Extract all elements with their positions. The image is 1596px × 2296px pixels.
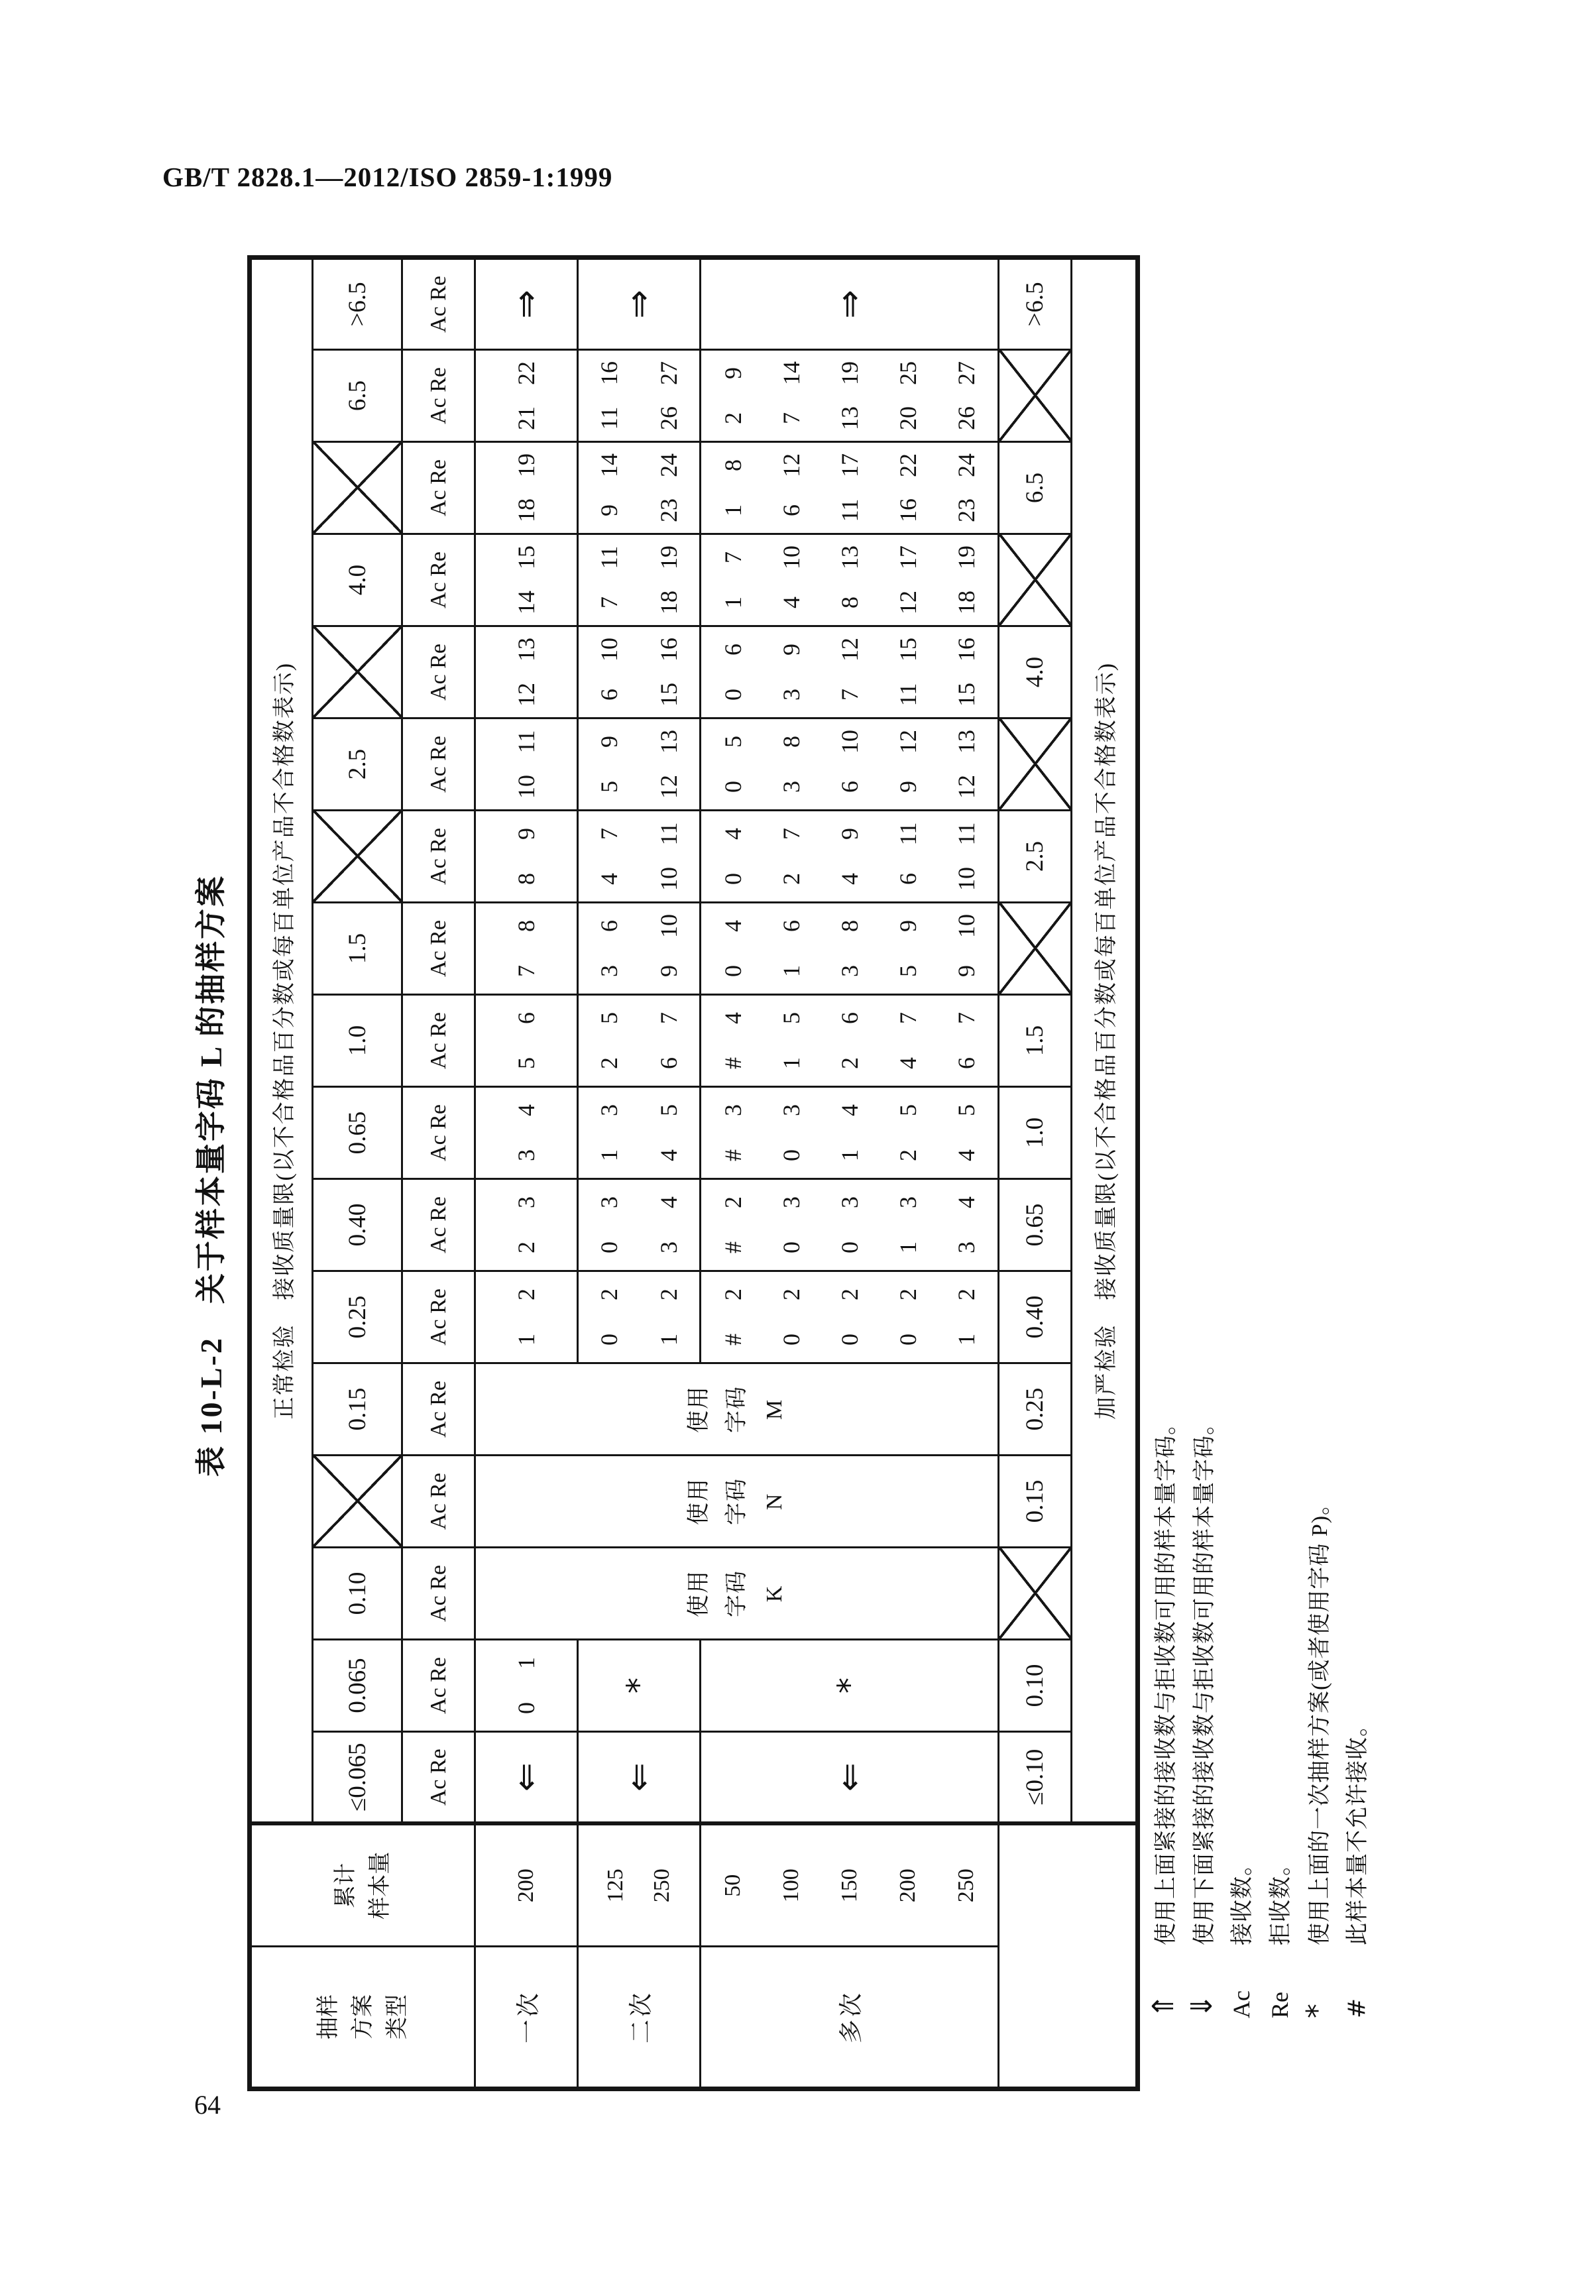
- aql-header-cell: 6.5: [313, 350, 402, 442]
- data-cell: 4 7 10 11: [578, 811, 701, 903]
- acre-cell: Ac Re: [402, 442, 475, 534]
- aql-tightened-cell: 1.0: [999, 1087, 1072, 1179]
- acre-row: [402, 257, 475, 2089]
- data-cell: 2 9 7 14 13 19 20 25 26 27: [701, 350, 999, 442]
- asterisk-cell: *: [701, 1640, 999, 1732]
- data-cell: # 2 0 2 0 2 0 2 1 2: [701, 1271, 999, 1363]
- arrow-down-icon: ⇓: [1185, 1994, 1219, 2018]
- cum-size-cell: 125 250: [578, 1824, 701, 1947]
- row-multiple: [701, 257, 999, 2089]
- data-cell: 0 4 1 6 3 8 5 9 9 10: [701, 903, 999, 995]
- acre-cell: Ac Re: [402, 1087, 475, 1179]
- data-cell: 7 8: [475, 903, 578, 995]
- data-cell: 5 9 12 13: [578, 718, 701, 811]
- arrow-cell: ⇒: [701, 257, 999, 349]
- acre-cell: Ac Re: [402, 718, 475, 811]
- crossed-cell: [313, 1456, 402, 1548]
- aql-header-cell: 0.40: [313, 1179, 402, 1271]
- crossed-cell: [313, 811, 402, 903]
- acre-cell: Ac Re: [402, 534, 475, 626]
- crossed-cell: [999, 903, 1072, 995]
- data-cell: 11 16 26 27: [578, 350, 701, 442]
- header-banner-row: [250, 257, 313, 2089]
- footnote-text: 使用下面紧接的接收数与拒收数可用的样本量字码。: [1192, 1412, 1217, 1945]
- re-symbol: Re: [1267, 1992, 1293, 2018]
- aql-header-cell: 0.065: [313, 1640, 402, 1732]
- aql-header-cell: 0.25: [313, 1271, 402, 1363]
- acre-cell: Ac Re: [402, 1548, 475, 1640]
- aql-header-cell: 0.10: [313, 1548, 402, 1640]
- data-cell: 2 5 6 7: [578, 995, 701, 1087]
- plan-type-header-line: 类型: [384, 1994, 410, 2039]
- aql-tightened-cell: 0.15: [999, 1456, 1072, 1548]
- data-cell: 3 4: [475, 1087, 578, 1179]
- aql-tightened-cell: 0.40: [999, 1271, 1072, 1363]
- aql-tightened-row: [999, 257, 1072, 2089]
- footnote-text: 拒收数。: [1269, 1853, 1293, 1945]
- plan-type-cell: 二次: [578, 1947, 701, 2089]
- crossed-cell: [313, 626, 402, 718]
- arrow-cell: ⇐: [701, 1732, 999, 1824]
- footnote-legend: [1147, 1412, 1377, 2018]
- corner-cell: [999, 1824, 1138, 2089]
- footer-banner-row: [1072, 257, 1138, 2089]
- footnote-text: 接收数。: [1230, 1853, 1255, 1945]
- page-number: 64: [194, 2090, 221, 2120]
- data-cell: 3 6 9 10: [578, 903, 701, 995]
- plan-type-header-line: 抽样: [315, 1994, 341, 2039]
- footnote-line: [1147, 1412, 1185, 2018]
- data-cell: 0 3 3 4: [578, 1179, 701, 1271]
- data-cell: 0 1: [475, 1640, 578, 1732]
- crossed-cell: [999, 1548, 1072, 1640]
- banner-normal: 正常检验 接收质量限(以不合格品百分数或每百单位产品不合格数表示): [250, 257, 313, 1823]
- data-cell: # 3 0 3 1 4 2 5 4 5: [701, 1087, 999, 1179]
- aql-tightened-cell: 0.10: [999, 1640, 1072, 1732]
- data-cell: # 4 1 5 2 6 4 7 6 7: [701, 995, 999, 1087]
- data-cell: 5 6: [475, 995, 578, 1087]
- banner-tightened: 加严检验 接收质量限(以不合格品百分数或每百单位产品不合格数表示): [1072, 257, 1138, 1823]
- acre-cell: Ac Re: [402, 1640, 475, 1732]
- data-cell: 9 14 23 24: [578, 442, 701, 534]
- aql-tightened-cell: 4.0: [999, 626, 1072, 718]
- data-cell: 0 6 3 9 7 12 11 15 15 16: [701, 626, 999, 718]
- acre-cell: Ac Re: [402, 1271, 475, 1363]
- crossed-cell: [313, 442, 402, 534]
- data-cell: 1 7 4 10 8 13 12 17 18 19: [701, 534, 999, 626]
- data-cell: 8 9: [475, 811, 578, 903]
- footnote-text: 使用上面的一次抽样方案(或者使用字码 P)。: [1308, 1491, 1332, 1945]
- acre-cell: Ac Re: [402, 811, 475, 903]
- aql-tightened-cell: >6.5: [999, 257, 1072, 349]
- acre-cell: Ac Re: [402, 1456, 475, 1548]
- data-cell: 10 11: [475, 718, 578, 811]
- aql-header-cell: 1.5: [313, 903, 402, 995]
- footnote-line: [1262, 1412, 1300, 2018]
- use-code-cell: 使用 字码 K: [475, 1548, 999, 1640]
- data-cell: 21 22: [475, 350, 578, 442]
- footnote-line: [1300, 1412, 1339, 2018]
- acre-cell: Ac Re: [402, 1732, 475, 1824]
- data-cell: 14 15: [475, 534, 578, 626]
- acre-cell: Ac Re: [402, 350, 475, 442]
- arrow-up-icon: ⇑: [1147, 1994, 1180, 2018]
- data-cell: # 2 0 3 0 3 1 3 3 4: [701, 1179, 999, 1271]
- row-double: [578, 257, 701, 2089]
- aql-normal-row: [313, 257, 402, 2089]
- data-cell: 1 2: [475, 1271, 578, 1363]
- acre-cell: Ac Re: [402, 1179, 475, 1271]
- cum-size-header-line: 累计: [333, 1863, 358, 1908]
- aql-header-cell: ≤0.065: [313, 1732, 402, 1824]
- plan-type-cell: 多次: [701, 1947, 999, 2089]
- arrow-cell: ⇐: [578, 1732, 701, 1824]
- cum-size-cell: 50 100 150 200 250: [701, 1824, 999, 1947]
- aql-tightened-cell: 2.5: [999, 811, 1072, 903]
- plan-type-header: [250, 1947, 475, 2089]
- aql-header-cell: 0.15: [313, 1363, 402, 1456]
- footnote-line: [1224, 1412, 1262, 2018]
- arrow-cell: ⇒: [475, 257, 578, 349]
- cum-size-cell: [475, 1824, 578, 1947]
- asterisk-cell: *: [578, 1640, 701, 1732]
- arrow-cell: ⇒: [578, 257, 701, 349]
- crossed-cell: [999, 718, 1072, 811]
- standard-ref: GB/T 2828.1—2012/ISO 2859-1:1999: [162, 162, 613, 192]
- cum-size-header: [250, 1824, 475, 1947]
- data-cell: 1 3 4 5: [578, 1087, 701, 1179]
- hash-symbol: #: [1343, 1998, 1371, 2018]
- asterisk-symbol: *: [1300, 2004, 1334, 2018]
- cum-size-value: 200: [514, 1868, 538, 1903]
- acre-cell: Ac Re: [402, 995, 475, 1087]
- aql-header-cell: 0.65: [313, 1087, 402, 1179]
- cum-size-header-line: 样本量: [367, 1851, 392, 1920]
- aql-tightened-cell: 0.65: [999, 1179, 1072, 1271]
- crossed-cell: [999, 350, 1072, 442]
- plan-type-header-line: 方案: [350, 1994, 375, 2039]
- footnote-text: 使用上面紧接的接收数与拒收数可用的样本量字码。: [1154, 1412, 1178, 1945]
- aql-tightened-cell: 6.5: [999, 442, 1072, 534]
- use-code-cell: 使用 字码 M: [475, 1363, 999, 1456]
- data-cell: 1 8 6 12 11 17 16 22 23 24: [701, 442, 999, 534]
- data-cell: 0 4 2 7 4 9 6 11 10 11: [701, 811, 999, 903]
- data-cell: 0 5 3 8 6 10 9 12 12 13: [701, 718, 999, 811]
- data-cell: 12 13: [475, 626, 578, 718]
- arrow-cell: ⇐: [475, 1732, 578, 1824]
- aql-header-cell: >6.5: [313, 257, 402, 349]
- aql-tightened-cell: 0.25: [999, 1363, 1072, 1456]
- aql-header-cell: 1.0: [313, 995, 402, 1087]
- data-cell: 18 19: [475, 442, 578, 534]
- aql-header-cell: 2.5: [313, 718, 402, 811]
- footnote-text: 此样本量不允许接收。: [1345, 1713, 1370, 1945]
- aql-header-cell: 4.0: [313, 534, 402, 626]
- acre-cell: Ac Re: [402, 1363, 475, 1456]
- row-single: [475, 257, 578, 2089]
- use-code-cell: 使用 字码 N: [475, 1456, 999, 1548]
- sampling-plan-table: [247, 255, 1140, 2091]
- aql-tightened-cell: 1.5: [999, 995, 1072, 1087]
- rotated-sheet: [179, 126, 1438, 2108]
- footnote-line: [1339, 1412, 1377, 2018]
- data-cell: 6 10 15 16: [578, 626, 701, 718]
- acre-cell: Ac Re: [402, 903, 475, 995]
- crossed-cell: [999, 534, 1072, 626]
- footnote-line: [1185, 1412, 1224, 2018]
- aql-tightened-cell: ≤0.10: [999, 1732, 1072, 1824]
- table-title: 表 10-L-2 关于样本量字码 L 的抽样方案: [194, 874, 228, 1477]
- ac-symbol: Ac: [1228, 1990, 1255, 2018]
- plan-type-cell: 一次: [475, 1947, 578, 2089]
- acre-cell: Ac Re: [402, 257, 475, 349]
- data-cell: 2 3: [475, 1179, 578, 1271]
- acre-cell: Ac Re: [402, 626, 475, 718]
- data-cell: 0 2 1 2: [578, 1271, 701, 1363]
- data-cell: 7 11 18 19: [578, 534, 701, 626]
